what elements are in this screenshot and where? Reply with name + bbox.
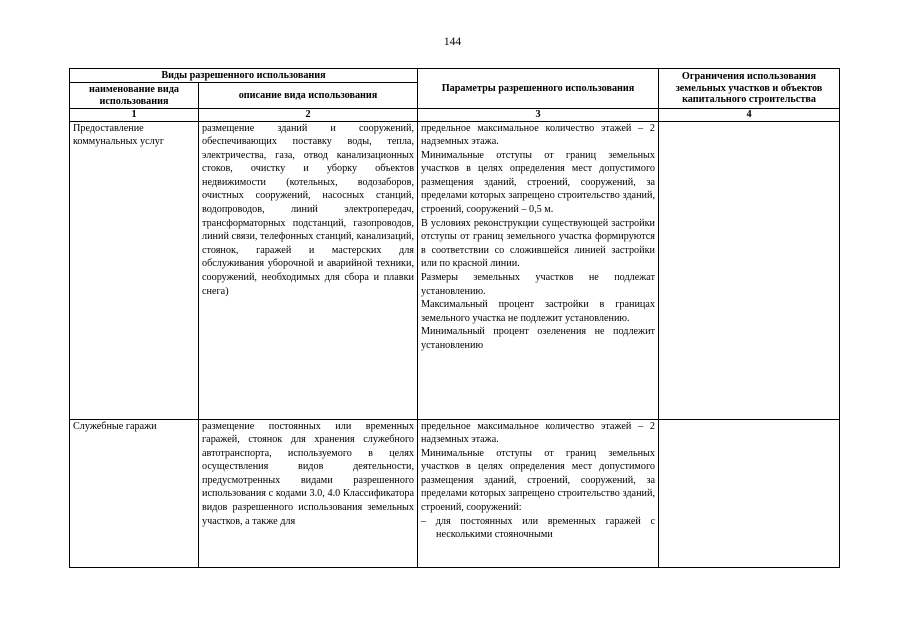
parameter-paragraph: Максимальный процент застройки в границах земельного участка не подлежит установлению. [421, 299, 655, 324]
parameter-paragraph: предельное максимальное количество этажей – 2 надземных этажа. [421, 420, 655, 446]
table-row [70, 121, 840, 419]
use-limitations [659, 419, 840, 567]
use-name: Предоставление коммунальных услуг [70, 121, 199, 419]
parameter-paragraph: Минимальные отступы от границ земельных участков в целях определения мест допустимого размещения зданий, строений, сооружений, за пределами которых запрещено строительство зданий, строений, сооружений: [421, 447, 655, 514]
header-group-title: Виды разрешенного использования [70, 69, 418, 83]
parameter-paragraph: Минимальный процент озеленения не подлежит установлению [421, 326, 655, 351]
column-number: 4 [659, 109, 840, 122]
parameter-paragraph: Минимальные отступы от границ земельных участков в целях определения мест допустимого размещения зданий, строений, сооружений, за пределами которых запрещено строительство зданий, строений, сооружений – 0,5 м. [421, 149, 655, 216]
use-name: Служебные гаражи [70, 419, 199, 567]
column-number: 3 [418, 109, 659, 122]
column-number: 1 [70, 109, 199, 122]
use-parameters [418, 121, 659, 419]
header-name: наименование вида использования [70, 83, 199, 109]
parameter-bullet: – для постоянных или временных гаражей с несколькими стояночными [421, 515, 655, 541]
use-description: размещение зданий и сооружений, обеспечивающих поставку воды, тепла, электричества, газа, отвод канализационных стоков, очистку и уборку объектов недвижимости (котельных, водозаборов, очистных сооружений, насосных станций, водопроводов, линий электропередач, трансформаторных подстанций, газопроводов, линий связи, телефонных станций, канализаций, стоянок, гаражей и мастерских для обслуживания уборочной и аварийной техники, сооружений, необходимых для сбора и плавки снега) [199, 121, 418, 419]
use-limitations [659, 121, 840, 419]
table-row [70, 419, 840, 567]
parameter-paragraph: предельное максимальное количество этажей – 2 надземных этажа. [421, 122, 655, 148]
use-parameters [418, 419, 659, 567]
parameter-paragraph: Размеры земельных участков не подлежат установлению. [421, 272, 655, 297]
page-number: 144 [443, 36, 462, 48]
column-number: 2 [199, 109, 418, 122]
header-params: Параметры разрешенного использования [418, 69, 659, 109]
parameter-paragraph: В условиях реконструкции существующей застройки отступы от границ земельного участка формируются в соответствии со сложившейся линией застройки или по красной линии. [421, 217, 655, 270]
header-limits: Ограничения использования земельных участков и объектов капитального строительства [659, 69, 840, 109]
use-description: размещение постоянных или временных гаражей, стоянок для хранения служебного автотранспорта, используемого в целях осуществления видов деятельности, предусмотренных видами разрешенного использования с кодами 3.0, 4.0 Классификатора видов разрешенного использования земельных участков, а также для [199, 419, 418, 567]
header-description: описание вида использования [199, 83, 418, 109]
land-use-table [69, 68, 840, 568]
